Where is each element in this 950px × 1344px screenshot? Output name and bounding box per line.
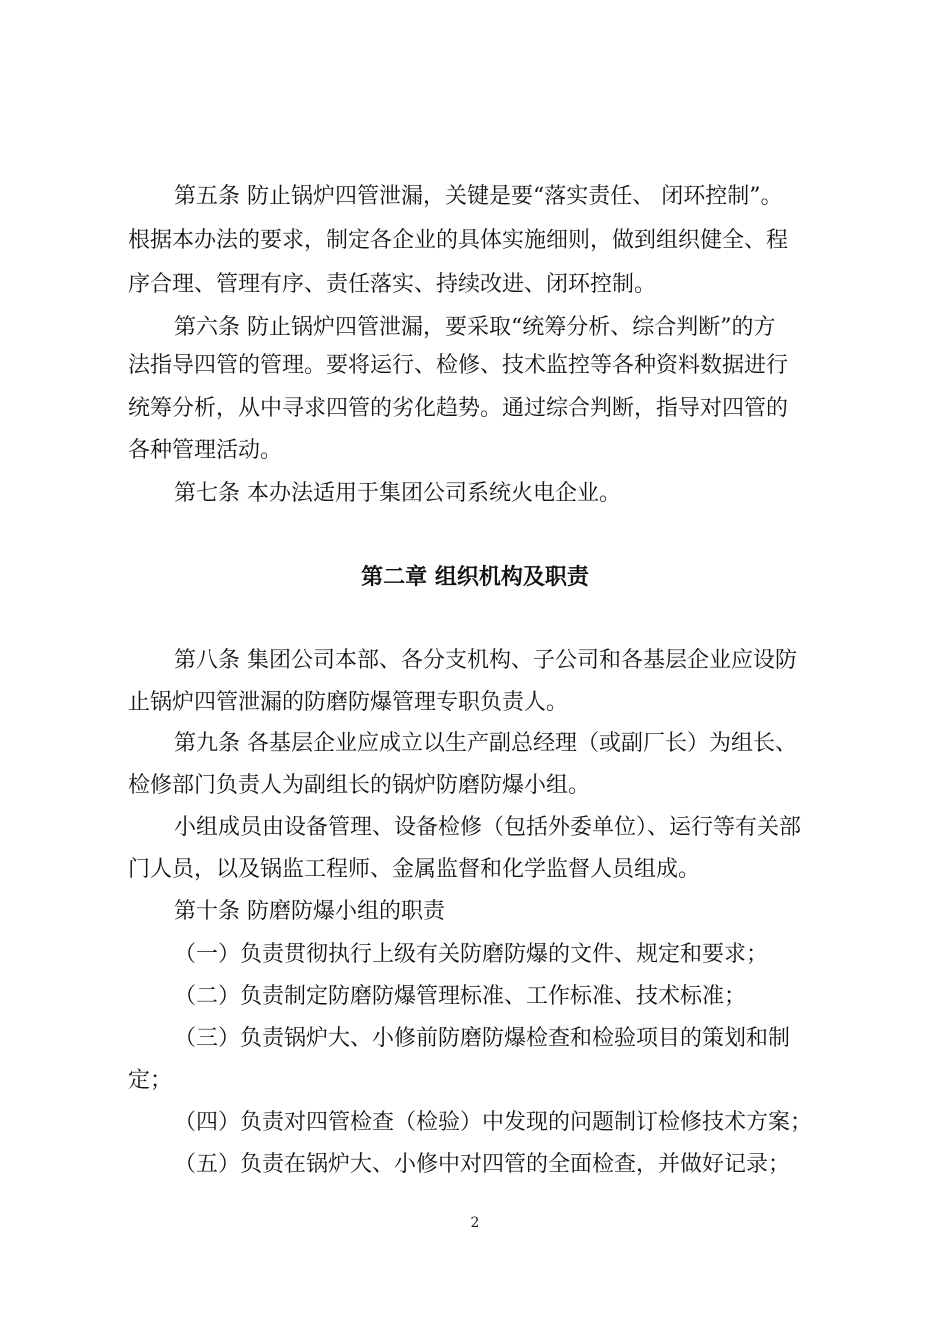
article-10-item-5: （五）负责在锅炉大、小修中对四管的全面检查，并做好记录；	[174, 1152, 791, 1177]
article-6-line-3: 统筹分析，从中寻求四管的劣化趋势。通过综合判断，指导对四管的	[128, 396, 789, 421]
article-7-line-1: 第七条 本办法适用于集团公司系统火电企业。	[174, 481, 621, 506]
article-10-item-1: （一）负责贯彻执行上级有关防磨防爆的文件、规定和要求；	[174, 942, 769, 967]
article-6-line-4: 各种管理活动。	[128, 438, 283, 463]
article-10-item-4: （四）负责对四管检查（检验）中发现的问题制订检修技术方案；	[174, 1110, 813, 1135]
article-9-line-1: 第九条 各基层企业应成立以生产副总经理（或副厂长）为组长、	[174, 731, 797, 756]
article-9-paragraph-2-line-2: 门人员，以及锅监工程师、金属监督和化学监督人员组成。	[128, 857, 701, 882]
article-9-paragraph-2-line-1: 小组成员由设备管理、设备检修（包括外委单位）、运行等有关部	[174, 815, 802, 840]
article-10-item-3-line-1: （三）负责锅炉大、小修前防磨防爆检查和检验项目的策划和制	[174, 1026, 791, 1051]
article-8-line-1: 第八条 集团公司本部、各分支机构、子公司和各基层企业应设防	[174, 648, 797, 673]
article-5-line-1: 第五条 防止锅炉四管泄漏，关键是要“落实责任、 闭环控制”。	[174, 184, 783, 209]
article-10-item-3-line-2: 定；	[128, 1068, 173, 1093]
article-6-line-2: 法指导四管的管理。要将运行、检修、技术监控等各种资料数据进行	[128, 353, 789, 378]
article-5-line-2: 根据本办法的要求，制定各企业的具体实施细则，做到组织健全、程	[128, 228, 789, 253]
article-10-item-2: （二）负责制定防磨防爆管理标准、工作标准、技术标准；	[174, 984, 747, 1009]
article-5-line-3: 序合理、管理有序、责任落实、持续改进、闭环控制。	[128, 272, 657, 297]
page-number: 2	[470, 1215, 480, 1231]
article-10-line-1: 第十条 防磨防爆小组的职责	[174, 899, 445, 924]
article-9-line-2: 检修部门负责人为副组长的锅炉防磨防爆小组。	[128, 773, 591, 798]
article-6-line-1: 第六条 防止锅炉四管泄漏，要采取“统筹分析、综合判断”的方	[174, 315, 776, 340]
article-8-line-2: 止锅炉四管泄漏的防磨防爆管理专职负责人。	[128, 690, 569, 715]
chapter-2-heading: 第二章 组织机构及职责	[361, 565, 589, 590]
